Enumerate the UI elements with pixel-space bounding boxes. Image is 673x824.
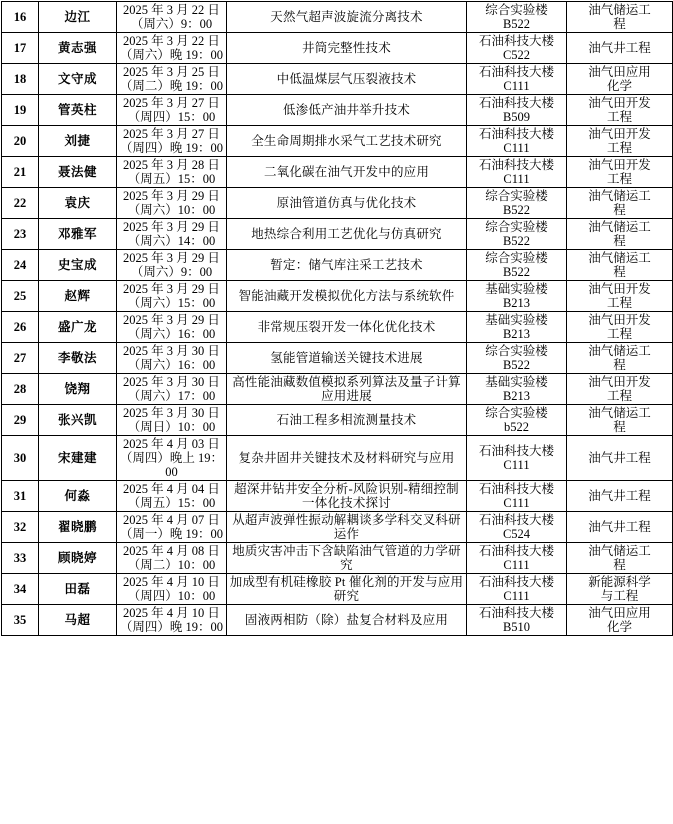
lecture-major bbox=[567, 574, 673, 605]
lecture-time-line: （周二）晚 19：00 bbox=[119, 79, 224, 93]
lecture-major-line: 油气储运工 bbox=[588, 189, 651, 203]
lecture-major-line: 工程 bbox=[606, 110, 632, 124]
lecture-major-line: 化学 bbox=[606, 620, 632, 634]
lecture-title: 低渗低产油井举升技术 bbox=[227, 95, 467, 126]
table-body bbox=[2, 2, 673, 636]
lecture-time bbox=[117, 157, 227, 188]
speaker-name: 聂法健 bbox=[39, 157, 117, 188]
lecture-location bbox=[467, 343, 567, 374]
lecture-major-line: 程 bbox=[613, 420, 626, 434]
row-number: 32 bbox=[2, 512, 39, 543]
lecture-major-line: 油气储运工 bbox=[588, 3, 651, 17]
lecture-time-line: （周四）晚上 19： bbox=[119, 451, 224, 465]
lecture-time-line: 2025 年 4 月 08 日 bbox=[123, 544, 220, 558]
lecture-time-line: （周四）晚 19：00 bbox=[119, 620, 224, 634]
lecture-title: 超深井钻井安全分析-风险识别-精细控制一体化技术探讨 bbox=[227, 481, 467, 512]
lecture-time-line: （周四）15：00 bbox=[127, 110, 216, 124]
lecture-time-line: 2025 年 3 月 30 日 bbox=[123, 344, 220, 358]
lecture-major-line: 工程 bbox=[606, 172, 632, 186]
lecture-time bbox=[117, 95, 227, 126]
speaker-name: 张兴凯 bbox=[39, 405, 117, 436]
lecture-major-line: 油气田开发 bbox=[588, 313, 651, 327]
lecture-major bbox=[567, 95, 673, 126]
lecture-location bbox=[467, 512, 567, 543]
lecture-location-line: C111 bbox=[503, 172, 530, 186]
lecture-major-line: 油气储运工 bbox=[588, 220, 651, 234]
table-row bbox=[2, 436, 673, 481]
lecture-major bbox=[567, 436, 673, 481]
lecture-time-line: 2025 年 4 月 07 日 bbox=[123, 513, 220, 527]
lecture-time-line: 2025 年 3 月 25 日 bbox=[123, 65, 220, 79]
lecture-major bbox=[567, 157, 673, 188]
row-number: 16 bbox=[2, 2, 39, 33]
lecture-title: 原油管道仿真与优化技术 bbox=[227, 188, 467, 219]
lecture-title: 石油工程多相流测量技术 bbox=[227, 405, 467, 436]
lecture-time-line: （周六）15：00 bbox=[127, 296, 216, 310]
lecture-location-line: B522 bbox=[502, 17, 531, 31]
lecture-title: 中低温煤层气压裂液技术 bbox=[227, 64, 467, 95]
lecture-schedule-table bbox=[1, 1, 673, 636]
lecture-major-line: 油气田开发 bbox=[588, 96, 651, 110]
lecture-major bbox=[567, 374, 673, 405]
lecture-location bbox=[467, 2, 567, 33]
lecture-major bbox=[567, 405, 673, 436]
lecture-location-line: 基础实验楼 bbox=[485, 313, 548, 327]
row-number: 19 bbox=[2, 95, 39, 126]
lecture-location-line: B509 bbox=[502, 110, 531, 124]
lecture-time-line: （周六）16：00 bbox=[127, 358, 216, 372]
lecture-location bbox=[467, 95, 567, 126]
lecture-title: 全生命周期排水采气工艺技术研究 bbox=[227, 126, 467, 157]
lecture-time bbox=[117, 512, 227, 543]
lecture-time bbox=[117, 126, 227, 157]
lecture-title: 智能油藏开发模拟优化方法与系统软件 bbox=[227, 281, 467, 312]
lecture-location-line: 基础实验楼 bbox=[485, 375, 548, 389]
lecture-time-line: 2025 年 3 月 30 日 bbox=[123, 375, 220, 389]
lecture-time-line: （周日）10：00 bbox=[127, 420, 216, 434]
lecture-title: 加成型有机硅橡胶 Pt 催化剂的开发与应用研究 bbox=[227, 574, 467, 605]
lecture-major-line: 油气田应用 bbox=[588, 606, 651, 620]
lecture-major bbox=[567, 512, 673, 543]
lecture-time-line: 2025 年 4 月 03 日 bbox=[123, 437, 220, 451]
lecture-location-line: 石油科技大楼 bbox=[478, 34, 554, 48]
lecture-location-line: B213 bbox=[502, 327, 531, 341]
table-row bbox=[2, 481, 673, 512]
lecture-major bbox=[567, 543, 673, 574]
lecture-time bbox=[117, 219, 227, 250]
table-row bbox=[2, 157, 673, 188]
lecture-title: 氢能管道输送关键技术进展 bbox=[227, 343, 467, 374]
lecture-time bbox=[117, 2, 227, 33]
speaker-name: 袁庆 bbox=[39, 188, 117, 219]
lecture-location-line: C111 bbox=[503, 558, 530, 572]
lecture-location bbox=[467, 405, 567, 436]
table-row bbox=[2, 33, 673, 64]
lecture-time-line: 00 bbox=[165, 465, 178, 479]
lecture-major bbox=[567, 312, 673, 343]
lecture-location bbox=[467, 574, 567, 605]
lecture-major-line: 工程 bbox=[606, 141, 632, 155]
row-number: 25 bbox=[2, 281, 39, 312]
lecture-time bbox=[117, 64, 227, 95]
row-number: 34 bbox=[2, 574, 39, 605]
lecture-major-line: 工程 bbox=[606, 327, 632, 341]
table-row bbox=[2, 219, 673, 250]
lecture-location bbox=[467, 374, 567, 405]
lecture-time-line: 2025 年 4 月 04 日 bbox=[123, 482, 220, 496]
lecture-title: 非常规压裂开发一体化优化技术 bbox=[227, 312, 467, 343]
lecture-major-line: 油气储运工 bbox=[588, 406, 651, 420]
lecture-time bbox=[117, 405, 227, 436]
lecture-time bbox=[117, 543, 227, 574]
table-row bbox=[2, 405, 673, 436]
lecture-major-line: 油气储运工 bbox=[588, 544, 651, 558]
lecture-time bbox=[117, 250, 227, 281]
lecture-location-line: B522 bbox=[502, 265, 531, 279]
speaker-name: 顾晓婷 bbox=[39, 543, 117, 574]
lecture-location-line: B213 bbox=[502, 296, 531, 310]
lecture-time-line: （周二）10：00 bbox=[127, 558, 216, 572]
row-number: 26 bbox=[2, 312, 39, 343]
row-number: 17 bbox=[2, 33, 39, 64]
lecture-title: 二氧化碳在油气开发中的应用 bbox=[227, 157, 467, 188]
lecture-location-line: 综合实验楼 bbox=[485, 406, 548, 420]
lecture-title: 地质灾害冲击下含缺陷油气管道的力学研究 bbox=[227, 543, 467, 574]
lecture-major-line: 与工程 bbox=[600, 589, 639, 603]
lecture-major bbox=[567, 64, 673, 95]
row-number: 23 bbox=[2, 219, 39, 250]
lecture-major-line: 油气井工程 bbox=[588, 451, 651, 465]
speaker-name: 李敬法 bbox=[39, 343, 117, 374]
lecture-title: 井筒完整性技术 bbox=[227, 33, 467, 64]
row-number: 30 bbox=[2, 436, 39, 481]
table-row bbox=[2, 605, 673, 636]
lecture-major-line: 油气田开发 bbox=[588, 127, 651, 141]
lecture-location-line: 综合实验楼 bbox=[485, 3, 548, 17]
lecture-location-line: 石油科技大楼 bbox=[478, 513, 554, 527]
lecture-time bbox=[117, 281, 227, 312]
lecture-time-line: 2025 年 4 月 10 日 bbox=[123, 575, 220, 589]
lecture-time-line: 2025 年 4 月 10 日 bbox=[123, 606, 220, 620]
lecture-location-line: C524 bbox=[502, 527, 531, 541]
lecture-location-line: C111 bbox=[503, 458, 530, 472]
table-row bbox=[2, 250, 673, 281]
lecture-major bbox=[567, 343, 673, 374]
lecture-location bbox=[467, 605, 567, 636]
lecture-time-line: 2025 年 3 月 28 日 bbox=[123, 158, 220, 172]
table-row bbox=[2, 64, 673, 95]
lecture-location-line: B510 bbox=[502, 620, 531, 634]
lecture-time-line: （周六）16：00 bbox=[127, 327, 216, 341]
lecture-title: 地热综合利用工艺优化与仿真研究 bbox=[227, 219, 467, 250]
lecture-location bbox=[467, 281, 567, 312]
lecture-major-line: 油气井工程 bbox=[588, 489, 651, 503]
speaker-name: 宋建建 bbox=[39, 436, 117, 481]
lecture-time-line: （周五）15：00 bbox=[127, 172, 216, 186]
table-row bbox=[2, 281, 673, 312]
lecture-location bbox=[467, 126, 567, 157]
lecture-time bbox=[117, 312, 227, 343]
table-row bbox=[2, 126, 673, 157]
lecture-major-line: 油气储运工 bbox=[588, 251, 651, 265]
lecture-location-line: 石油科技大楼 bbox=[478, 96, 554, 110]
table-row bbox=[2, 312, 673, 343]
lecture-location-line: 综合实验楼 bbox=[485, 344, 548, 358]
table-row bbox=[2, 95, 673, 126]
lecture-major-line: 油气储运工 bbox=[588, 344, 651, 358]
lecture-time-line: （周六）17：00 bbox=[127, 389, 216, 403]
speaker-name: 饶翔 bbox=[39, 374, 117, 405]
speaker-name: 文守成 bbox=[39, 64, 117, 95]
lecture-location bbox=[467, 157, 567, 188]
row-number: 21 bbox=[2, 157, 39, 188]
schedule-sheet bbox=[0, 1, 673, 636]
lecture-major-line: 油气井工程 bbox=[588, 41, 651, 55]
lecture-location-line: 石油科技大楼 bbox=[478, 127, 554, 141]
lecture-location-line: 综合实验楼 bbox=[485, 220, 548, 234]
speaker-name: 史宝成 bbox=[39, 250, 117, 281]
lecture-major bbox=[567, 126, 673, 157]
lecture-location-line: B522 bbox=[502, 203, 531, 217]
lecture-location bbox=[467, 219, 567, 250]
row-number: 27 bbox=[2, 343, 39, 374]
lecture-title: 复杂井固井关键技术及材料研究与应用 bbox=[227, 436, 467, 481]
lecture-time bbox=[117, 188, 227, 219]
lecture-location-line: 石油科技大楼 bbox=[478, 606, 554, 620]
lecture-title: 从超声波弹性振动解耦谈多学科交叉科研运作 bbox=[227, 512, 467, 543]
lecture-time bbox=[117, 481, 227, 512]
table-row bbox=[2, 512, 673, 543]
lecture-time-line: 2025 年 3 月 29 日 bbox=[123, 282, 220, 296]
lecture-time-line: 2025 年 3 月 22 日 bbox=[123, 34, 220, 48]
lecture-location-line: C111 bbox=[503, 496, 530, 510]
row-number: 31 bbox=[2, 481, 39, 512]
lecture-location bbox=[467, 33, 567, 64]
lecture-major bbox=[567, 281, 673, 312]
table-row bbox=[2, 374, 673, 405]
lecture-time-line: 2025 年 3 月 29 日 bbox=[123, 189, 220, 203]
row-number: 29 bbox=[2, 405, 39, 436]
speaker-name: 黄志强 bbox=[39, 33, 117, 64]
speaker-name: 田磊 bbox=[39, 574, 117, 605]
lecture-time bbox=[117, 605, 227, 636]
row-number: 20 bbox=[2, 126, 39, 157]
lecture-location bbox=[467, 436, 567, 481]
lecture-location-line: 综合实验楼 bbox=[485, 251, 548, 265]
lecture-major-line: 程 bbox=[613, 558, 626, 572]
lecture-major-line: 油气田开发 bbox=[588, 282, 651, 296]
table-row bbox=[2, 543, 673, 574]
lecture-time-line: （周六）9：00 bbox=[130, 17, 213, 31]
row-number: 18 bbox=[2, 64, 39, 95]
lecture-location-line: 石油科技大楼 bbox=[478, 544, 554, 558]
lecture-title: 高性能油藏数值模拟系列算法及量子计算应用进展 bbox=[227, 374, 467, 405]
lecture-location bbox=[467, 64, 567, 95]
lecture-time-line: （周四）晚 19：00 bbox=[119, 141, 224, 155]
lecture-major-line: 油气田应用 bbox=[588, 65, 651, 79]
lecture-major bbox=[567, 33, 673, 64]
lecture-location bbox=[467, 250, 567, 281]
row-number: 35 bbox=[2, 605, 39, 636]
lecture-location-line: 综合实验楼 bbox=[485, 189, 548, 203]
speaker-name: 赵辉 bbox=[39, 281, 117, 312]
lecture-time bbox=[117, 343, 227, 374]
lecture-time-line: （周五）15：00 bbox=[127, 496, 216, 510]
table-row bbox=[2, 2, 673, 33]
lecture-major bbox=[567, 250, 673, 281]
lecture-location-line: C111 bbox=[503, 589, 530, 603]
lecture-location-line: C111 bbox=[503, 79, 530, 93]
lecture-location bbox=[467, 312, 567, 343]
lecture-title: 固液两相防（除）盐复合材料及应用 bbox=[227, 605, 467, 636]
speaker-name: 刘捷 bbox=[39, 126, 117, 157]
lecture-time-line: （周六）10：00 bbox=[127, 203, 216, 217]
speaker-name: 马超 bbox=[39, 605, 117, 636]
lecture-major-line: 程 bbox=[613, 17, 626, 31]
table-row bbox=[2, 188, 673, 219]
lecture-location-line: B522 bbox=[502, 358, 531, 372]
lecture-time-line: 2025 年 3 月 29 日 bbox=[123, 251, 220, 265]
lecture-major bbox=[567, 605, 673, 636]
lecture-time bbox=[117, 436, 227, 481]
lecture-time-line: （周四）10：00 bbox=[127, 589, 216, 603]
lecture-location bbox=[467, 543, 567, 574]
lecture-major-line: 新能源科学 bbox=[588, 575, 651, 589]
row-number: 33 bbox=[2, 543, 39, 574]
lecture-location-line: 石油科技大楼 bbox=[478, 575, 554, 589]
lecture-time-line: （周一）晚 19：00 bbox=[119, 527, 224, 541]
speaker-name: 邓雅军 bbox=[39, 219, 117, 250]
lecture-location bbox=[467, 481, 567, 512]
lecture-time-line: 2025 年 3 月 27 日 bbox=[123, 96, 220, 110]
lecture-location-line: 石油科技大楼 bbox=[478, 158, 554, 172]
lecture-major bbox=[567, 219, 673, 250]
lecture-location-line: 石油科技大楼 bbox=[478, 65, 554, 79]
speaker-name: 何淼 bbox=[39, 481, 117, 512]
lecture-major-line: 程 bbox=[613, 358, 626, 372]
lecture-time bbox=[117, 33, 227, 64]
lecture-location-line: C522 bbox=[502, 48, 531, 62]
table-row bbox=[2, 574, 673, 605]
lecture-major-line: 程 bbox=[613, 234, 626, 248]
lecture-time-line: 2025 年 3 月 27 日 bbox=[123, 127, 220, 141]
lecture-time-line: 2025 年 3 月 29 日 bbox=[123, 313, 220, 327]
lecture-location-line: B213 bbox=[502, 389, 531, 403]
lecture-time bbox=[117, 574, 227, 605]
lecture-major-line: 油气田开发 bbox=[588, 375, 651, 389]
lecture-major-line: 油气田开发 bbox=[588, 158, 651, 172]
lecture-time-line: （周六）9：00 bbox=[130, 265, 213, 279]
speaker-name: 盛广龙 bbox=[39, 312, 117, 343]
lecture-location-line: 基础实验楼 bbox=[485, 282, 548, 296]
lecture-location-line: b522 bbox=[504, 420, 529, 434]
lecture-major-line: 程 bbox=[613, 203, 626, 217]
lecture-time-line: （周六）晚 19：00 bbox=[119, 48, 224, 62]
lecture-time-line: 2025 年 3 月 22 日 bbox=[123, 3, 220, 17]
lecture-time bbox=[117, 374, 227, 405]
lecture-major-line: 工程 bbox=[606, 389, 632, 403]
lecture-major-line: 油气井工程 bbox=[588, 520, 651, 534]
lecture-location bbox=[467, 188, 567, 219]
lecture-title: 天然气超声波旋流分离技术 bbox=[227, 2, 467, 33]
lecture-location-line: C111 bbox=[503, 141, 530, 155]
lecture-major bbox=[567, 188, 673, 219]
lecture-time-line: 2025 年 3 月 29 日 bbox=[123, 220, 220, 234]
table-row bbox=[2, 343, 673, 374]
lecture-major-line: 工程 bbox=[606, 296, 632, 310]
lecture-major bbox=[567, 481, 673, 512]
row-number: 22 bbox=[2, 188, 39, 219]
speaker-name: 管英柱 bbox=[39, 95, 117, 126]
speaker-name: 边江 bbox=[39, 2, 117, 33]
lecture-time-line: 2025 年 3 月 30 日 bbox=[123, 406, 220, 420]
lecture-location-line: B522 bbox=[502, 234, 531, 248]
row-number: 28 bbox=[2, 374, 39, 405]
lecture-location-line: 石油科技大楼 bbox=[478, 482, 554, 496]
speaker-name: 翟晓鹏 bbox=[39, 512, 117, 543]
row-number: 24 bbox=[2, 250, 39, 281]
lecture-major-line: 化学 bbox=[606, 79, 632, 93]
lecture-title: 暂定：储气库注采工艺技术 bbox=[227, 250, 467, 281]
lecture-time-line: （周六）14：00 bbox=[127, 234, 216, 248]
lecture-major bbox=[567, 2, 673, 33]
lecture-location-line: 石油科技大楼 bbox=[478, 444, 554, 458]
lecture-major-line: 程 bbox=[613, 265, 626, 279]
